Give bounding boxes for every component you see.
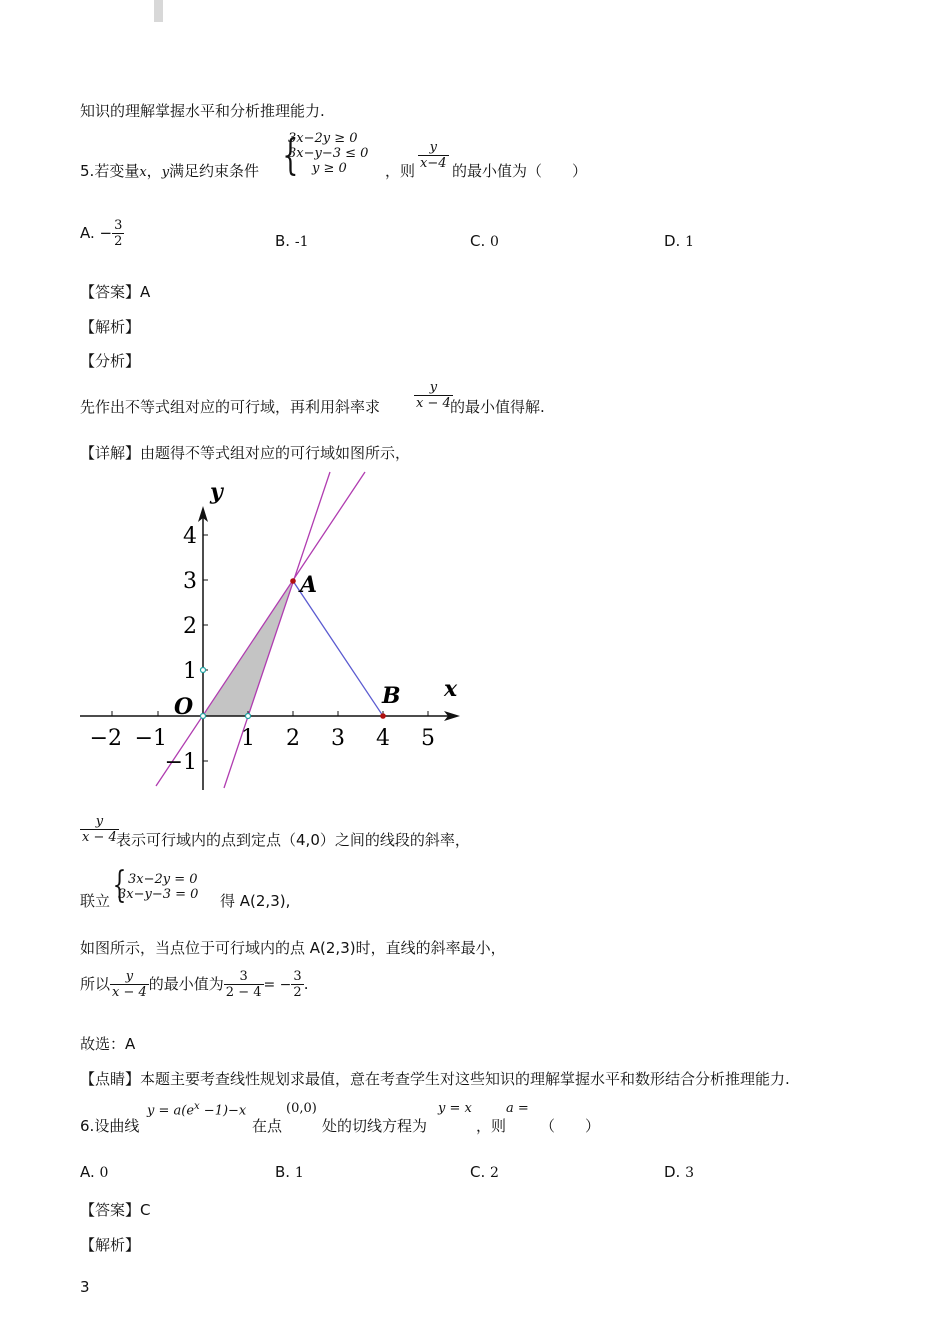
q5-detail: 【详解】由题得不等式组对应的可行域如图所示， <box>80 444 411 462</box>
x-tick-2: 2 <box>286 726 300 751</box>
q5-fenxi: 【分析】 <box>80 352 141 370</box>
y-tick-1: 1 <box>183 659 197 684</box>
q5-dianjing: 【点睛】本题主要考查线性规划求最值，意在考查学生对这些知识的理解掌握水平和数形结合分析推理能力. <box>80 1070 790 1088</box>
q6-stem-start <box>80 1115 139 1136</box>
lianli-eq-1: 3x−2y = 0 <box>128 872 198 887</box>
q6-answer: 【答案】C <box>80 1201 151 1219</box>
x-tick-5: 5 <box>421 726 435 751</box>
conclusion-line <box>80 969 308 1000</box>
q6-option-a-label: A. <box>80 1163 95 1181</box>
q5-sep: ， <box>146 162 162 180</box>
q6-number: 6. <box>80 1117 95 1135</box>
conclusion-frac3-num: 3 <box>293 969 302 984</box>
q6-option-b-value: 1 <box>294 1165 304 1181</box>
y-tick-3: 3 <box>183 569 197 594</box>
lianli-system <box>118 872 198 902</box>
x-tick-neg2: −2 <box>89 726 122 751</box>
intro-text: 知识的理解掌握水平和分析推理能力. <box>80 102 325 120</box>
q6-mid1: 在点 <box>252 1117 283 1135</box>
q5-fraction <box>418 140 449 171</box>
q6-mid3: ，则 <box>476 1117 507 1135</box>
q5-brace: { <box>282 130 299 179</box>
q5-option-c <box>470 232 499 250</box>
y-tick-neg1: −1 <box>164 750 197 775</box>
q5-option-a <box>80 218 124 249</box>
point-1-0 <box>246 714 251 719</box>
conclusion-end: . <box>303 975 309 993</box>
q6-option-d-label: D. <box>664 1163 681 1181</box>
q5-pre: 若变量 <box>94 162 140 180</box>
point-B-label: B <box>382 683 401 709</box>
x-tick-4: 4 <box>376 726 390 751</box>
segment-AB <box>293 581 383 716</box>
q5-number: 5. <box>80 162 95 180</box>
option-a-den: 2 <box>114 234 123 249</box>
x-tick-1: 1 <box>241 726 255 751</box>
constraint-2: 3x−y−3 ≤ 0 <box>288 146 369 161</box>
q6-curve: $y = a(e^x -1)-x$ <box>147 1101 247 1119</box>
option-a-num: 3 <box>114 218 123 233</box>
q5-fenxi-fraction <box>414 380 453 411</box>
option-a-label: A. <box>80 224 95 242</box>
page-number: 3 <box>80 1278 90 1296</box>
q6-option-c-value: 2 <box>490 1165 499 1181</box>
q6-jiexi: 【解析】 <box>80 1236 141 1254</box>
q5-fenxi-post: 的最小值得解. <box>450 398 545 416</box>
fenxi-frac-num: y <box>429 380 438 395</box>
q5-jiexi: 【解析】 <box>80 318 141 336</box>
y-axis-label: y <box>210 479 223 505</box>
q6-option-d-value: 3 <box>685 1165 695 1181</box>
q6-a-eq: a = <box>506 1101 529 1116</box>
q5-frac-den: x−4 <box>420 156 447 171</box>
y-tick-2: 2 <box>183 614 197 639</box>
q5-option-b <box>275 232 308 250</box>
q6-option-a <box>80 1163 108 1181</box>
var-y: y <box>161 165 170 180</box>
lianli-post: 得 A(2,3), <box>220 892 291 910</box>
line-3x-y-3 <box>224 472 330 788</box>
var-x: x <box>139 165 147 180</box>
scan-mark <box>154 0 163 22</box>
option-b-label: B. <box>275 232 291 250</box>
suoyi: 所以 <box>80 975 111 993</box>
feasible-region-figure <box>60 465 480 795</box>
q5-frac-num: y <box>429 140 437 155</box>
constraint-1: 3x−2y ≥ 0 <box>288 131 358 146</box>
q5-fenxi-pre: 先作出不等式组对应的可行域，再利用斜率求 <box>80 398 381 416</box>
conclusion-frac3-den: 2 <box>293 985 302 1000</box>
q5-stem <box>80 160 259 181</box>
origin-label: O <box>174 694 194 720</box>
lianli-brace: { <box>112 865 127 906</box>
point-A <box>290 578 296 584</box>
q6-option-c-label: C. <box>470 1163 486 1181</box>
constraint-3: y ≥ 0 <box>312 161 347 176</box>
conclusion-frac1-num: y <box>125 969 134 984</box>
slope-frac-den: x − 4 <box>82 830 117 845</box>
option-d-label: D. <box>664 232 681 250</box>
q5-choice: 故选：A <box>80 1035 136 1053</box>
q6-point: (0,0) <box>286 1101 317 1116</box>
q5-answer: 【答案】A <box>80 283 151 301</box>
lianli-eq-2: 3x−y−3 = 0 <box>118 887 199 902</box>
q6-pre: 设曲线 <box>94 1117 140 1135</box>
option-d-value: 1 <box>685 234 695 250</box>
conclusion-frac1-den: x − 4 <box>112 985 147 1000</box>
option-b-value: -1 <box>294 234 309 250</box>
x-tick-3: 3 <box>331 726 345 751</box>
q5-mid: 满足约束条件 <box>169 162 260 180</box>
q6-post: （ ） <box>540 1117 601 1135</box>
y-tick-4: 4 <box>183 524 197 549</box>
option-c-label: C. <box>470 232 486 250</box>
q6-option-c <box>470 1163 499 1181</box>
option-a-sign: − <box>99 224 113 242</box>
fenxi-frac-den: x − 4 <box>416 396 451 411</box>
slope-text: 表示可行域内的点到定点（4,0）之间的线段的斜率， <box>116 831 470 849</box>
q5-constraint-system <box>288 131 368 176</box>
slope-frac-num: y <box>95 814 104 829</box>
q6-option-b-label: B. <box>275 1163 291 1181</box>
conclusion-frac2-num: 3 <box>239 969 248 984</box>
figure-explanation: 如图所示，当点位于可行域内的点 A(2,3)时，直线的斜率最小， <box>80 939 506 957</box>
q6-tangent: y = x <box>438 1101 472 1116</box>
q5-post: 的最小值为（ ） <box>452 162 588 180</box>
point-0-1 <box>201 668 206 673</box>
conclusion-eq: = − <box>263 977 292 993</box>
q5-after: ，则 <box>385 162 416 180</box>
conclusion-frac2-den: 2 − 4 <box>225 985 262 1000</box>
point-B <box>380 713 386 719</box>
q6-option-d <box>664 1163 694 1181</box>
x-tick-neg1: −1 <box>134 726 167 751</box>
q6-option-a-value: 0 <box>99 1165 109 1181</box>
x-axis-label: x <box>444 676 458 702</box>
lianli-label: 联立 <box>80 892 111 910</box>
point-O <box>201 714 206 719</box>
point-A-label: A <box>300 572 318 598</box>
conclusion-mid: 的最小值为 <box>148 975 224 993</box>
q6-mid2: 处的切线方程为 <box>322 1117 428 1135</box>
option-c-value: 0 <box>490 234 499 250</box>
q6-option-b <box>275 1163 304 1181</box>
q5-option-d <box>664 232 694 250</box>
slope-fraction <box>80 814 119 845</box>
